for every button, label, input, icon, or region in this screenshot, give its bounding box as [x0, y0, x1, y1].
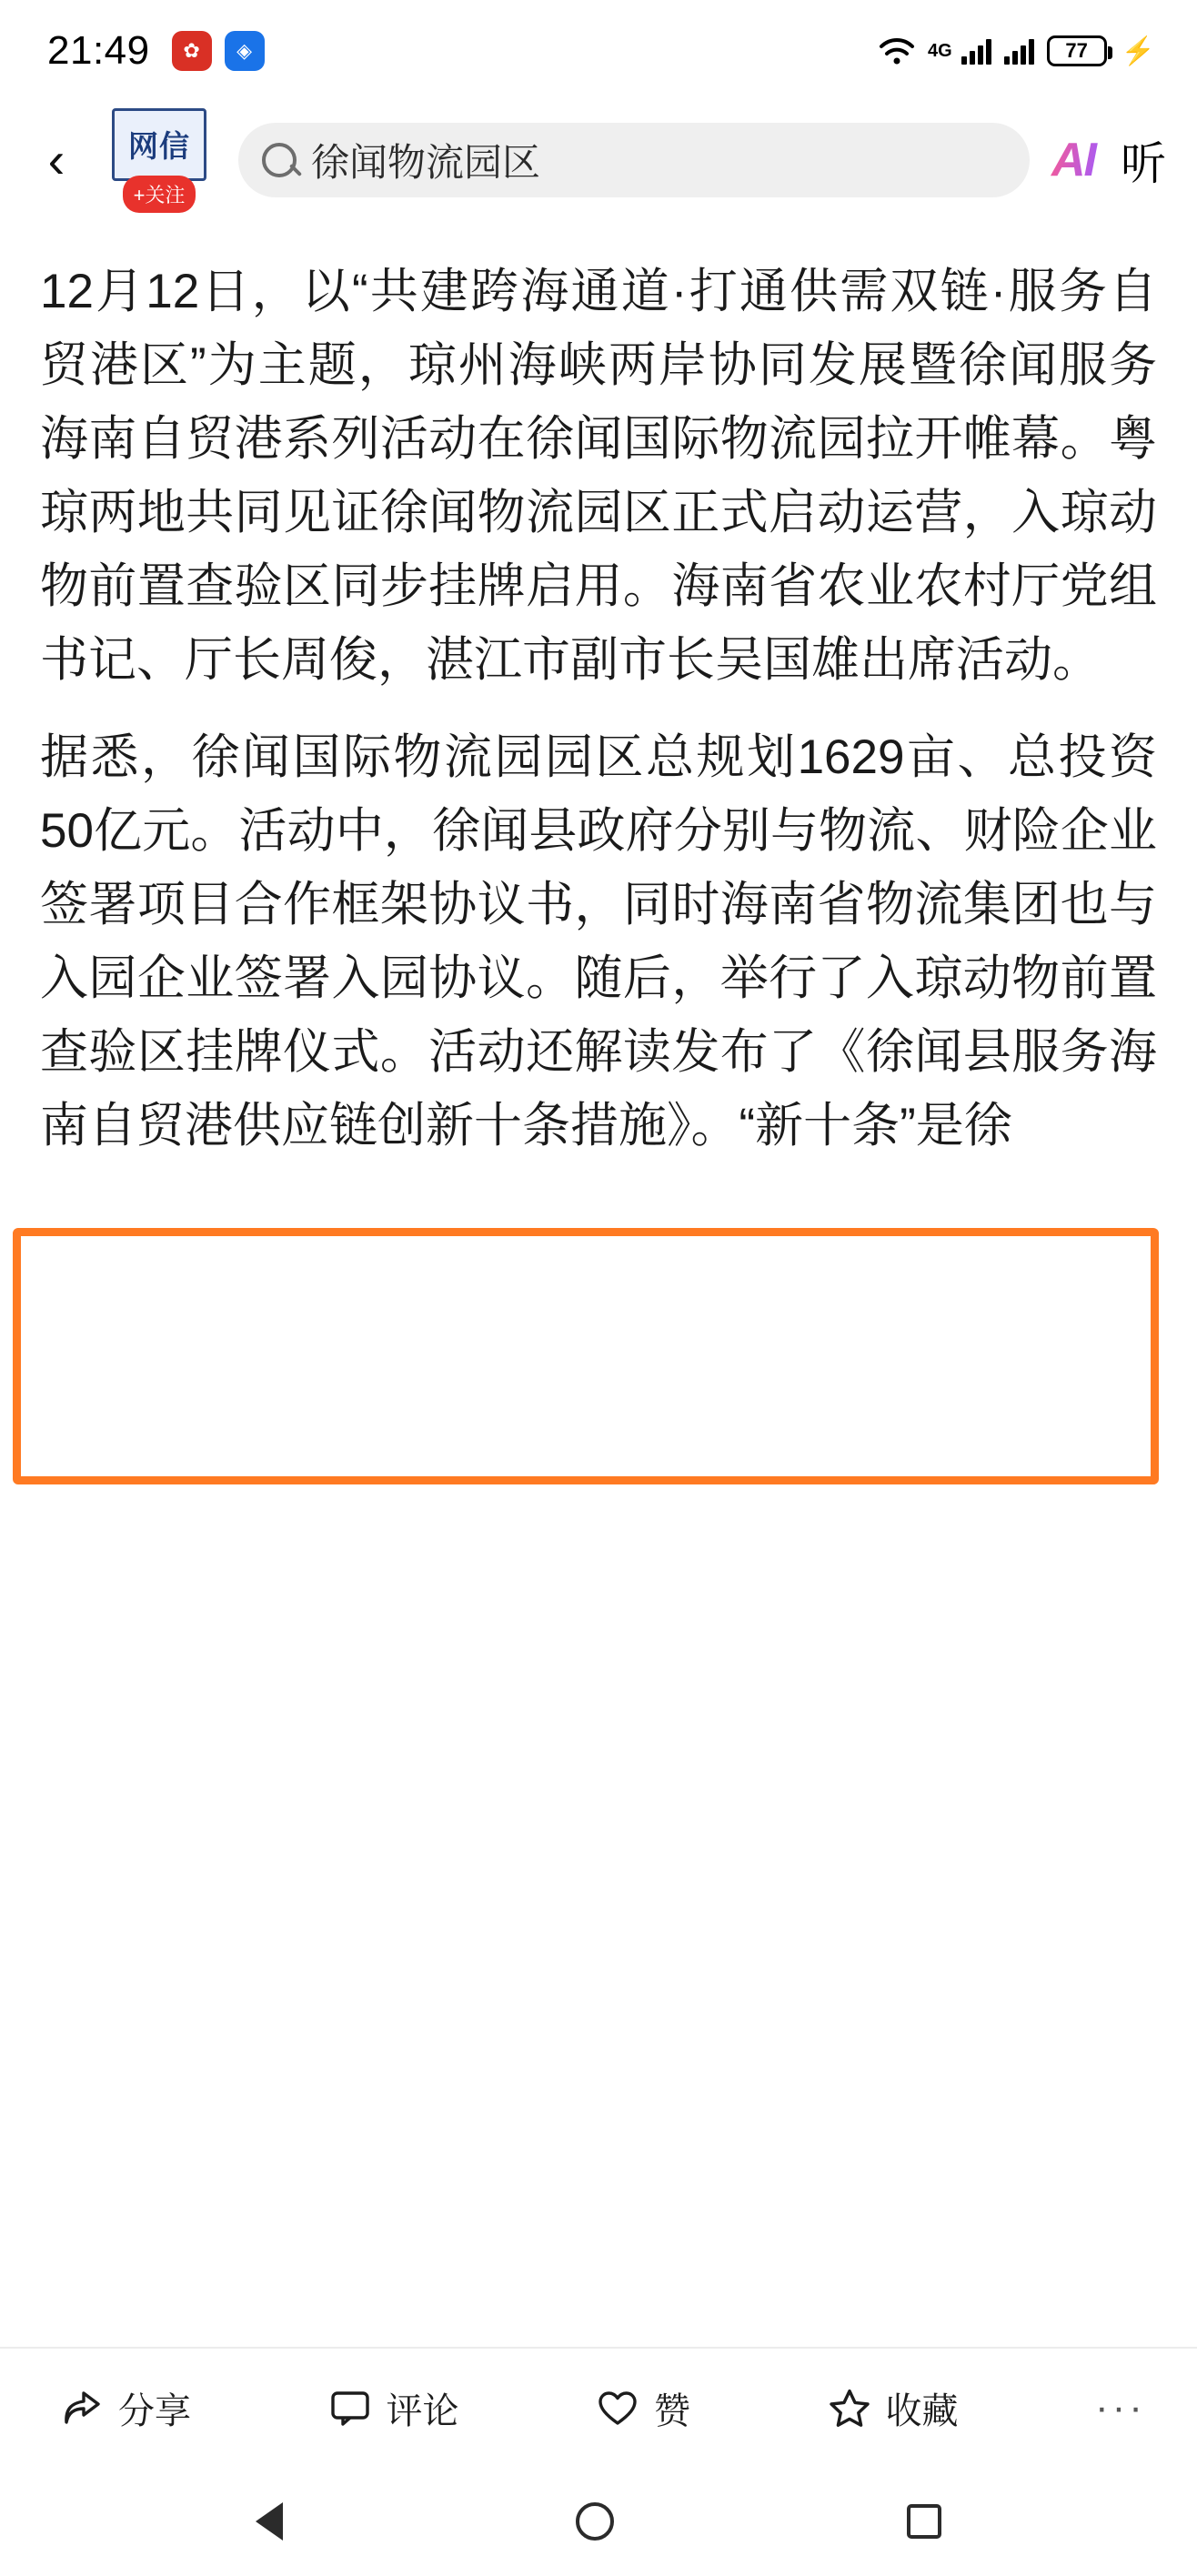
app-header — [0, 102, 1197, 218]
listen-button[interactable]: 听 — [1121, 138, 1166, 189]
network-type-label: 4G — [927, 40, 952, 61]
orange-highlight-annotation — [13, 1228, 1159, 1484]
comment-icon — [328, 2386, 372, 2430]
article-body[interactable] — [0, 218, 1197, 2347]
like-button[interactable] — [596, 2382, 690, 2434]
share-icon — [60, 2386, 104, 2430]
publisher-avatar-block[interactable] — [102, 108, 216, 213]
status-clock: 21:49 — [47, 28, 150, 73]
like-label: 赞 — [654, 2390, 690, 2431]
charging-icon: ⚡ — [1121, 35, 1155, 66]
share-button[interactable] — [60, 2382, 191, 2434]
signal-icon-2 — [1004, 37, 1034, 65]
battery-icon: 77 — [1047, 35, 1107, 66]
status-bar — [0, 0, 1197, 102]
notification-badge-blue-icon: ◈ — [225, 31, 265, 71]
recents-square-icon[interactable] — [907, 2504, 941, 2539]
share-label: 分享 — [118, 2390, 191, 2431]
home-circle-icon[interactable] — [576, 2502, 614, 2541]
heart-icon — [596, 2386, 639, 2430]
search-icon — [262, 143, 297, 177]
favorite-label: 收藏 — [885, 2390, 959, 2431]
search-input[interactable] — [238, 123, 1030, 197]
system-navigation-bar — [0, 2467, 1197, 2576]
back-triangle-icon[interactable] — [256, 2502, 283, 2541]
favorite-button[interactable] — [828, 2382, 959, 2434]
signal-icon — [961, 37, 991, 65]
article-action-bar — [0, 2347, 1197, 2467]
wifi-icon — [879, 36, 915, 65]
ai-assistant-button[interactable]: AI — [1046, 133, 1101, 187]
article-paragraph-1: 12月12日，以“共建跨海通道·打通供需双链·服务自贸港区”为主题，琼州海峡两岸协同发展暨徐闻服务海南自贸港系列活动在徐闻国际物流园拉开帷幕。粤琼两地共同见证徐闻物流园区正式启动运营，入琼动物前置查验区同步挂牌启用。海南省农业农村厅党组书记、厅长周俊，湛江市副市长吴国雄出席活动。 — [40, 265, 1157, 687]
notification-badge-red-icon: ✿ — [172, 31, 212, 71]
back-button[interactable]: ‹ — [47, 131, 65, 188]
comment-label: 评论 — [386, 2390, 459, 2431]
more-options-button[interactable]: ··· — [1095, 2385, 1146, 2430]
status-right-icons — [879, 35, 1155, 67]
follow-button[interactable]: +关注 — [123, 176, 196, 213]
status-notification-icons — [172, 31, 265, 71]
search-input-value: 徐闻物流园区 — [311, 141, 541, 184]
avatar[interactable]: 网信 — [112, 108, 206, 181]
star-icon — [828, 2386, 871, 2430]
comment-button[interactable] — [328, 2382, 459, 2434]
article-paragraph-2: 据悉，徐闻国际物流园园区总规划1629亩、总投资50亿元。活动中，徐闻县政府分别与物流、财险企业签署项目合作框架协议书，同时海南省物流集团也与入园企业签署入园协议。随后，举行了入琼动物前置查验区挂牌仪式。活动还解读发布了《徐闻县服务海南自贸港供应链创新十条措施》。“新十条”是徐 — [40, 730, 1157, 1152]
